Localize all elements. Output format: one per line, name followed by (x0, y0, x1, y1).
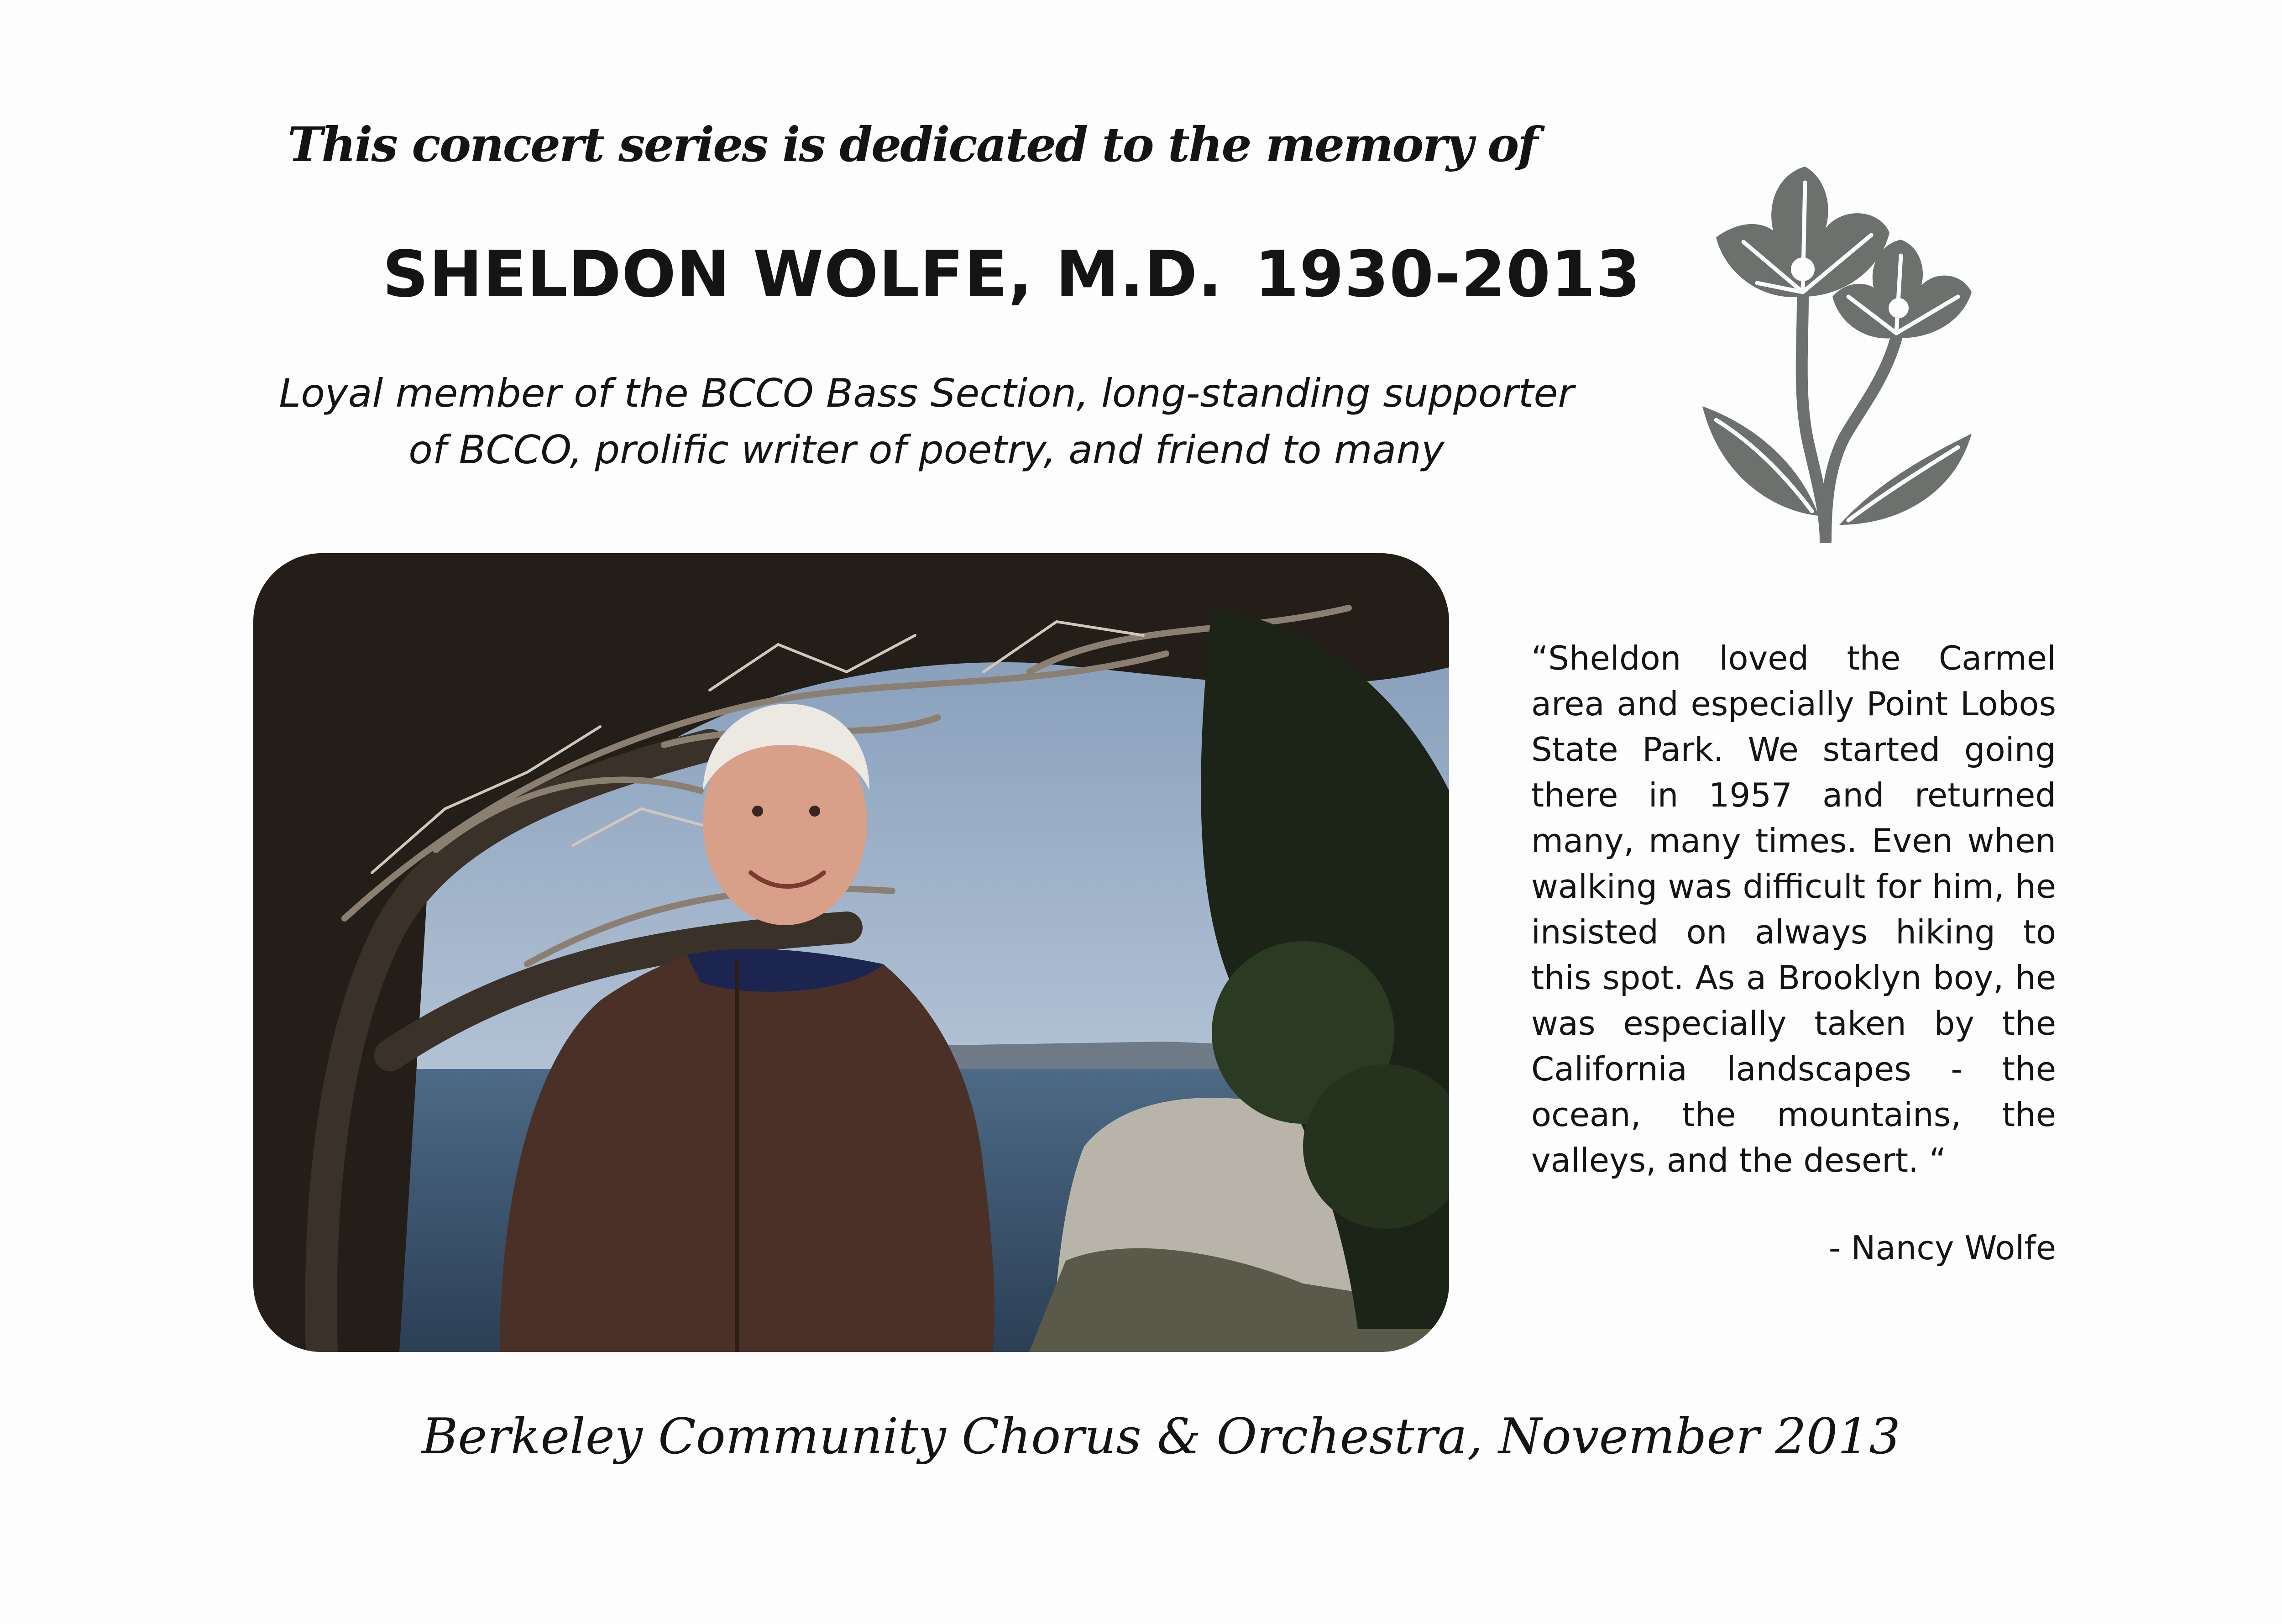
dedication-heading: This concert series is dedicated to the memory of (288, 116, 1537, 173)
quote-text: “Sheldon loved the Carmel area and especially Point Lobos State Park. We started going there in 1957 and returned many, many times. Even when walking was difficult for him, he insisted on always hiking to this spot. As a Brooklyn boy, he was especially taken by the California landscapes - the ocean, the mountains, the valleys, and the desert. “ (1531, 639, 2056, 1179)
flower-illustration-icon (1689, 151, 1990, 543)
honoree-name: SHELDON WOLFE, M.D. (382, 237, 1223, 312)
tagline (274, 365, 1579, 478)
memorial-photo (253, 553, 1449, 1352)
tagline-line-1: Loyal member of the BCCO Bass Section, long-standing supporter (279, 371, 1574, 416)
honoree-heading (382, 237, 1641, 312)
honoree-years: 1930-2013 (1254, 237, 1641, 312)
tagline-line-2: of BCCO, prolific writer of poetry, and friend to many (408, 427, 1445, 473)
quote-attribution: - Nancy Wolfe (1828, 1229, 2056, 1267)
footer-credit: Berkeley Community Chorus & Orchestra, November 2013 (422, 1408, 1900, 1465)
